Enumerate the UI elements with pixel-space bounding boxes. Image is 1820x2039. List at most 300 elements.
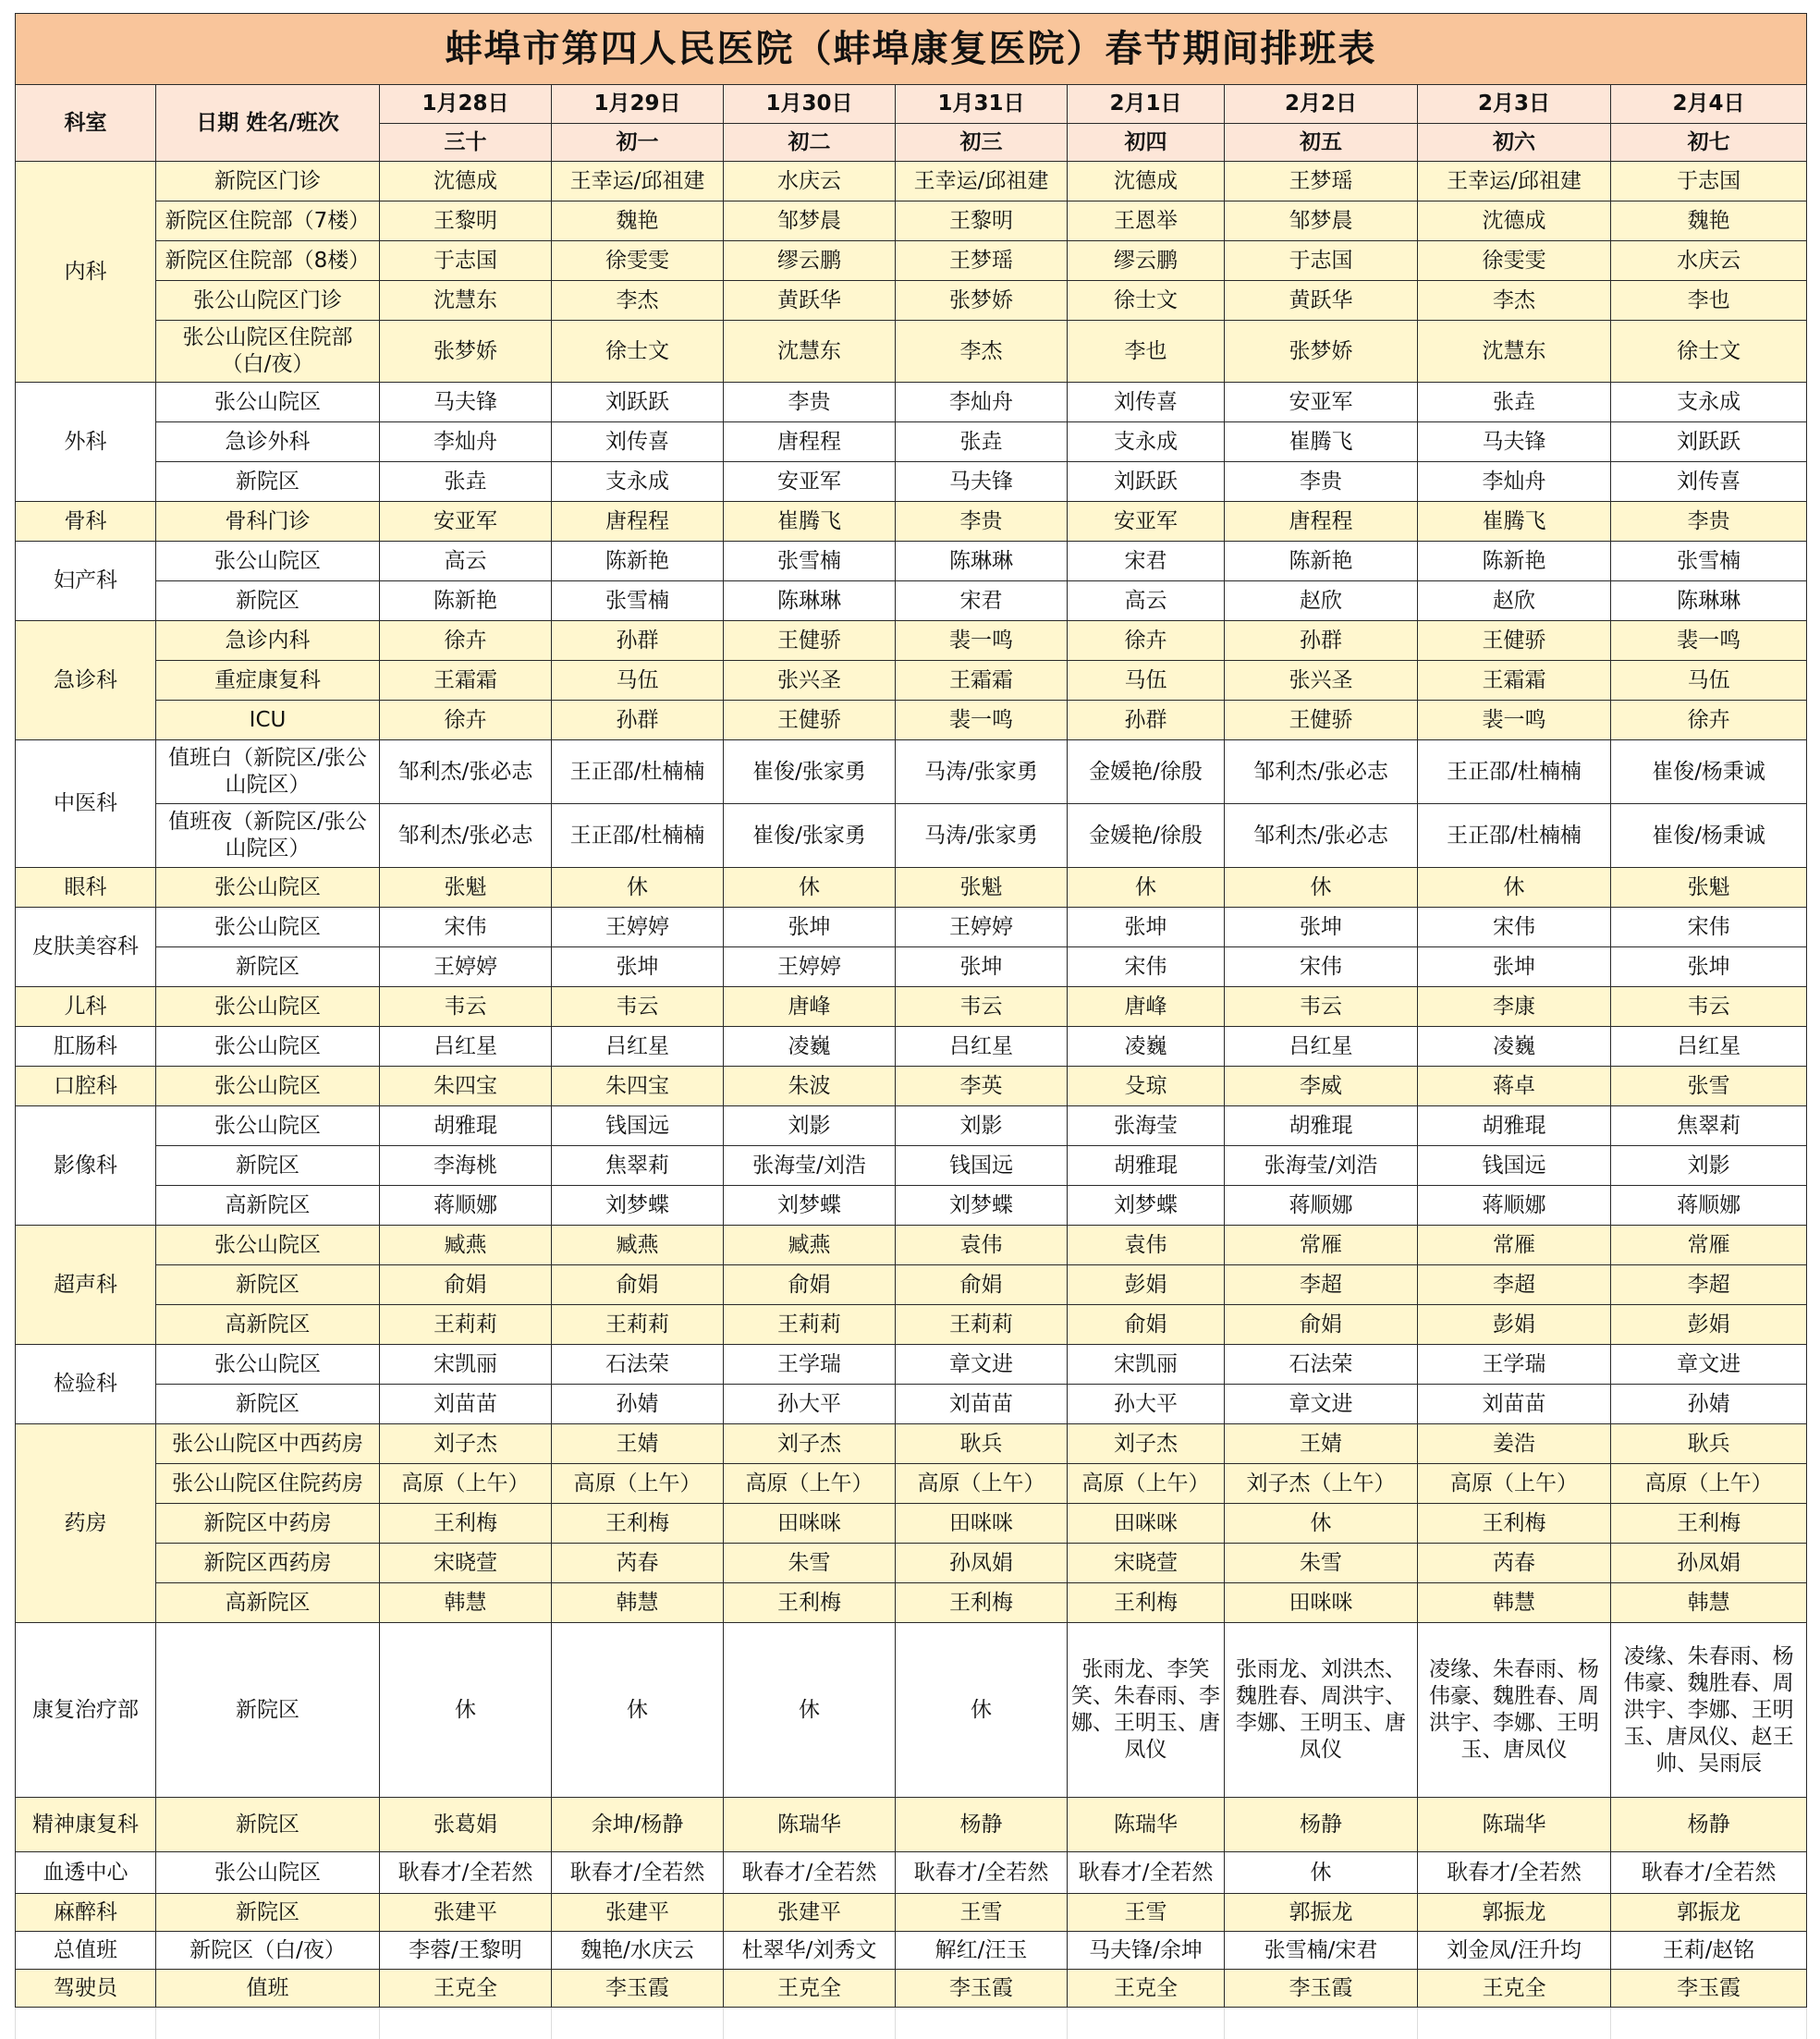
duty-cell: 王雪 [1068,1894,1225,1932]
duty-cell: 韩慧 [380,1583,552,1623]
area-shift-label: 新院区 [156,947,380,987]
duty-cell: 章文进 [1611,1345,1807,1385]
duty-cell: 李也 [1068,321,1225,383]
duty-cell: 水庆云 [724,162,896,201]
department-name: 急诊科 [16,621,156,740]
duty-cell: 刘传喜 [1068,383,1225,422]
duty-cell: 张垚 [380,462,552,502]
department-name: 内科 [16,162,156,383]
schedule-row [16,1146,1807,1186]
schedule-row [16,621,1807,661]
schedule-row [16,1583,1807,1623]
duty-cell: 张坤 [1611,947,1807,987]
schedule-row [16,581,1807,621]
department-name: 影像科 [16,1106,156,1226]
duty-cell: 刘子杰（上午） [1225,1464,1418,1504]
duty-cell: 马涛/张家勇 [896,804,1068,868]
duty-cell: 刘苗苗 [1418,1385,1611,1424]
duty-cell: 张魁 [380,868,552,908]
duty-cell: 彭娟 [1418,1305,1611,1345]
duty-cell: 高原（上午） [552,1464,724,1504]
duty-cell: 王学瑞 [724,1345,896,1385]
duty-cell: 宋君 [896,581,1068,621]
duty-cell: 唐程程 [1225,502,1418,542]
duty-cell: 韩慧 [552,1583,724,1623]
duty-cell: 黄跃华 [724,281,896,321]
schedule-row [16,1852,1807,1894]
duty-cell: 耿兵 [896,1424,1068,1464]
area-shift-label: 重症康复科 [156,661,380,701]
duty-cell: 宋凯丽 [380,1345,552,1385]
duty-cell: 宋君 [1068,542,1225,581]
duty-cell: 休 [552,1623,724,1798]
duty-cell: 宋晓萱 [380,1544,552,1583]
duty-cell: 张坤 [724,908,896,947]
duty-cell: 崔俊/杨秉诚 [1611,740,1807,804]
duty-cell: 王健骄 [1418,621,1611,661]
duty-cell: 休 [552,868,724,908]
duty-cell: 王克全 [724,1970,896,2008]
schedule-body [16,162,1807,2039]
duty-cell: 李玉霞 [896,1970,1068,2008]
date-header: 1月30日 [724,85,896,124]
duty-cell: 马夫锋 [1418,422,1611,462]
duty-cell: 王健骄 [1225,701,1418,740]
duty-cell: 陈琳琳 [724,581,896,621]
duty-cell: 唐峰 [1068,987,1225,1027]
duty-cell: 休 [1418,868,1611,908]
duty-cell: 王克全 [380,1970,552,2008]
area-shift-label: 张公山院区 [156,1106,380,1146]
duty-cell: 刘子杰 [724,1424,896,1464]
duty-cell: 朱四宝 [380,1067,552,1106]
area-shift-label: 急诊内科 [156,621,380,661]
duty-cell: 魏艳 [552,201,724,241]
duty-cell: 孙群 [1225,621,1418,661]
duty-cell: 孙群 [552,701,724,740]
duty-cell: 高原（上午） [1068,1464,1225,1504]
duty-cell: 李玉霞 [1225,1970,1418,2008]
duty-cell: 张魁 [1611,868,1807,908]
duty-cell: 休 [380,1623,552,1798]
duty-cell: 于志国 [380,241,552,281]
duty-cell: 凌缘、朱春雨、杨伟豪、魏胜春、周洪宇、李娜、王明玉、唐凤仪、赵王帅、吴雨辰 [1611,1623,1807,1798]
department-name: 精神康复科 [16,1798,156,1852]
duty-cell: 臧燕 [724,1226,896,1265]
duty-cell: 胡雅琨 [1418,1106,1611,1146]
duty-cell: 凌巍 [1068,1027,1225,1067]
duty-cell: 韩慧 [1611,1583,1807,1623]
duty-cell: 邹梦晨 [1225,201,1418,241]
department-name: 药房 [16,1424,156,1623]
schedule-row [16,162,1807,201]
duty-cell: 马伍 [1068,661,1225,701]
department-name: 康复治疗部 [16,1623,156,1798]
duty-cell: 孙大平 [1068,1385,1225,1424]
duty-cell: 张梦娇 [896,281,1068,321]
duty-cell: 耿春才/全若然 [896,1852,1068,1894]
duty-cell: 王莉莉 [552,1305,724,1345]
duty-cell: 张垚 [896,422,1068,462]
area-shift-label: ICU [156,701,380,740]
duty-cell: 休 [896,1623,1068,1798]
duty-cell: 王利梅 [380,1504,552,1544]
duty-cell: 刘跃跃 [1611,422,1807,462]
schedule-row [16,1424,1807,1464]
lunar-day-header: 初三 [896,124,1068,162]
duty-cell: 张垚 [1418,383,1611,422]
duty-cell: 杜翠华/刘秀文 [724,1932,896,1970]
duty-cell: 俞娟 [380,1265,552,1305]
duty-cell: 李灿舟 [1418,462,1611,502]
duty-cell: 魏艳 [1611,201,1807,241]
duty-cell: 李灿舟 [896,383,1068,422]
duty-cell: 于志国 [1225,241,1418,281]
duty-cell: 陈瑞华 [724,1798,896,1852]
duty-cell: 王利梅 [1418,1504,1611,1544]
duty-cell: 邹梦晨 [724,201,896,241]
duty-cell: 张雨龙、李笑笑、朱春雨、李娜、王明玉、唐凤仪 [1068,1623,1225,1798]
schedule-row [16,1385,1807,1424]
duty-cell: 王霜霜 [896,661,1068,701]
duty-cell: 王正邵/杜楠楠 [1418,740,1611,804]
duty-cell: 王正邵/杜楠楠 [552,804,724,868]
duty-cell: 沈慧东 [380,281,552,321]
department-name: 妇产科 [16,542,156,621]
duty-cell: 王学瑞 [1418,1345,1611,1385]
duty-cell: 蒋卓 [1418,1067,1611,1106]
duty-cell: 王利梅 [1068,1583,1225,1623]
duty-cell: 金媛艳/徐殷 [1068,804,1225,868]
duty-cell: 张坤 [1225,908,1418,947]
duty-cell: 胡雅琨 [380,1106,552,1146]
duty-cell: 魏艳/水庆云 [552,1932,724,1970]
duty-cell: 徐卉 [380,701,552,740]
duty-cell: 郭振龙 [1225,1894,1418,1932]
area-shift-label: 新院区 [156,1146,380,1186]
duty-cell: 王霜霜 [1418,661,1611,701]
schedule-row [16,868,1807,908]
area-shift-label: 新院区住院部（7楼） [156,201,380,241]
duty-cell: 孙群 [1068,701,1225,740]
lunar-day-header: 初四 [1068,124,1225,162]
schedule-row [16,1623,1807,1798]
duty-cell: 李杰 [1418,281,1611,321]
area-shift-label: 新院区 [156,462,380,502]
department-name: 儿科 [16,987,156,1027]
duty-cell: 刘影 [1611,1146,1807,1186]
duty-cell: 蒋顺娜 [1611,1186,1807,1226]
duty-cell: 沈德成 [1418,201,1611,241]
duty-cell: 李杰 [552,281,724,321]
duty-cell: 王霜霜 [380,661,552,701]
duty-cell: 徐卉 [1611,701,1807,740]
duty-cell: 高原（上午） [1418,1464,1611,1504]
lunar-day-header: 初二 [724,124,896,162]
duty-cell: 支永成 [1068,422,1225,462]
duty-cell: 李蓉/王黎明 [380,1932,552,1970]
duty-cell: 孙大平 [724,1385,896,1424]
duty-cell: 焦翠莉 [1611,1106,1807,1146]
duty-cell: 张建平 [724,1894,896,1932]
area-shift-label: 张公山院区门诊 [156,281,380,321]
duty-cell: 高云 [380,542,552,581]
duty-cell: 耿春才/全若然 [1068,1852,1225,1894]
duty-cell: 高原（上午） [380,1464,552,1504]
schedule-row [16,1186,1807,1226]
dept-column-header: 科室 [16,85,156,162]
duty-cell: 徐卉 [1068,621,1225,661]
department-name: 麻醉科 [16,1894,156,1932]
duty-cell: 邹利杰/张必志 [380,804,552,868]
duty-cell: 俞娟 [896,1265,1068,1305]
duty-cell: 张梦娇 [1225,321,1418,383]
duty-cell: 韦云 [1225,987,1418,1027]
schedule-sheet [15,13,1806,2039]
empty-cell [1225,2008,1418,2039]
area-shift-label: 新院区 [156,1623,380,1798]
department-name: 眼科 [16,868,156,908]
area-shift-label: 新院区 [156,1385,380,1424]
duty-cell: 石法荣 [552,1345,724,1385]
schedule-row [16,908,1807,947]
duty-cell: 马夫锋 [380,383,552,422]
duty-cell: 于志国 [1611,162,1807,201]
duty-cell: 吕红星 [552,1027,724,1067]
duty-cell: 安亚军 [1068,502,1225,542]
area-shift-label: 张公山院区中西药房 [156,1424,380,1464]
duty-cell: 耿春才/全若然 [380,1852,552,1894]
duty-cell: 金媛艳/徐殷 [1068,740,1225,804]
duty-cell: 徐雯雯 [552,241,724,281]
duty-cell: 王婷婷 [724,947,896,987]
duty-cell: 宋伟 [1225,947,1418,987]
duty-cell: 芮春 [552,1544,724,1583]
schedule-row [16,1544,1807,1583]
duty-cell: 休 [1225,1852,1418,1894]
area-shift-label: 高新院区 [156,1305,380,1345]
schedule-row [16,1027,1807,1067]
duty-cell: 张海莹/刘浩 [724,1146,896,1186]
duty-cell: 张海莹 [1068,1106,1225,1146]
area-shift-label: 张公山院区 [156,1067,380,1106]
schedule-row [16,462,1807,502]
area-shift-label: 新院区西药房 [156,1544,380,1583]
duty-cell: 徐雯雯 [1418,241,1611,281]
duty-cell: 缪云鹏 [1068,241,1225,281]
duty-cell: 耿春才/全若然 [552,1852,724,1894]
duty-cell: 唐程程 [552,502,724,542]
schedule-row [16,987,1807,1027]
area-shift-label: 值班夜（新院区/张公山院区） [156,804,380,868]
duty-cell: 孙凤娟 [896,1544,1068,1583]
duty-cell: 钱国远 [896,1146,1068,1186]
duty-cell: 李贵 [896,502,1068,542]
duty-cell: 王克全 [1418,1970,1611,2008]
duty-cell: 张兴圣 [724,661,896,701]
duty-cell: 王婧 [1225,1424,1418,1464]
duty-cell: 张雪楠 [552,581,724,621]
duty-cell: 蒋顺娜 [1225,1186,1418,1226]
duty-cell: 吕红星 [1225,1027,1418,1067]
date-name-column-header: 日期 姓名/班次 [156,85,380,162]
duty-cell: 刘子杰 [380,1424,552,1464]
area-shift-label: 急诊外科 [156,422,380,462]
area-shift-label: 张公山院区 [156,868,380,908]
duty-cell: 吕红星 [896,1027,1068,1067]
department-name: 外科 [16,383,156,502]
department-name: 中医科 [16,740,156,868]
duty-cell: 陈新艳 [552,542,724,581]
lunar-day-header: 初七 [1611,124,1807,162]
area-shift-label: 新院区 [156,581,380,621]
duty-cell: 张葛娟 [380,1798,552,1852]
duty-cell: 高原（上午） [896,1464,1068,1504]
area-shift-label: 高新院区 [156,1583,380,1623]
duty-cell: 沈慧东 [1418,321,1611,383]
duty-cell: 宋晓萱 [1068,1544,1225,1583]
duty-cell: 唐程程 [724,422,896,462]
duty-cell: 刘梦蝶 [1068,1186,1225,1226]
duty-cell: 邹利杰/张必志 [380,740,552,804]
duty-cell: 刘子杰 [1068,1424,1225,1464]
duty-cell: 田咪咪 [1068,1504,1225,1544]
duty-cell: 刘苗苗 [380,1385,552,1424]
duty-cell: 裴一鸣 [896,701,1068,740]
duty-cell: 王利梅 [896,1583,1068,1623]
duty-cell: 支永成 [1611,383,1807,422]
duty-cell: 王黎明 [896,201,1068,241]
duty-cell: 王健骄 [724,621,896,661]
department-name: 肛肠科 [16,1027,156,1067]
duty-cell: 王黎明 [380,201,552,241]
duty-cell: 朱波 [724,1067,896,1106]
duty-cell: 刘传喜 [1611,462,1807,502]
duty-cell: 休 [1068,868,1225,908]
page-title: 蚌埠市第四人民医院（蚌埠康复医院）春节期间排班表 [16,14,1807,85]
duty-cell: 凌巍 [724,1027,896,1067]
duty-cell: 王恩举 [1068,201,1225,241]
duty-cell: 马伍 [1611,661,1807,701]
duty-cell: 刘跃跃 [552,383,724,422]
duty-cell: 石法荣 [1225,1345,1418,1385]
duty-cell: 宋伟 [380,908,552,947]
duty-cell: 安亚军 [724,462,896,502]
duty-cell: 支永成 [552,462,724,502]
schedule-row [16,1504,1807,1544]
duty-cell: 崔腾飞 [1225,422,1418,462]
duty-cell: 崔俊/张家勇 [724,804,896,868]
area-shift-label: 值班 [156,1970,380,2008]
area-shift-label: 张公山院区住院药房 [156,1464,380,1504]
duty-cell: 高原（上午） [724,1464,896,1504]
duty-cell: 宋伟 [1611,908,1807,947]
duty-cell: 蒋顺娜 [380,1186,552,1226]
duty-cell: 张雪 [1611,1067,1807,1106]
empty-cell [380,2008,552,2039]
duty-cell: 胡雅琨 [1225,1106,1418,1146]
department-name: 口腔科 [16,1067,156,1106]
duty-cell: 胡雅琨 [1068,1146,1225,1186]
area-shift-label: 新院区住院部（8楼） [156,241,380,281]
area-shift-label: 张公山院区 [156,1852,380,1894]
duty-cell: 凌缘、朱春雨、杨伟豪、魏胜春、周洪宇、李娜、王明玉、唐凤仪 [1418,1623,1611,1798]
duty-cell: 张坤 [1068,908,1225,947]
duty-cell: 孙群 [552,621,724,661]
duty-cell: 王莉莉 [724,1305,896,1345]
duty-cell: 凌巍 [1418,1027,1611,1067]
duty-cell: 韦云 [552,987,724,1027]
duty-cell: 李玉霞 [552,1970,724,2008]
duty-cell: 蒋顺娜 [1418,1186,1611,1226]
duty-cell: 张梦娇 [380,321,552,383]
date-header: 1月31日 [896,85,1068,124]
duty-cell: 张坤 [896,947,1068,987]
duty-cell: 王莉/赵铭 [1611,1932,1807,1970]
duty-cell: 高云 [1068,581,1225,621]
schedule-row [16,1970,1807,2008]
duty-cell: 王利梅 [1611,1504,1807,1544]
duty-cell: 李威 [1225,1067,1418,1106]
duty-cell: 吕红星 [380,1027,552,1067]
schedule-row [16,502,1807,542]
duty-cell: 刘梦蝶 [552,1186,724,1226]
duty-cell: 姜浩 [1418,1424,1611,1464]
area-shift-label: 张公山院区 [156,542,380,581]
duty-cell: 王健骄 [724,701,896,740]
area-shift-label: 新院区 [156,1265,380,1305]
schedule-row [16,1894,1807,1932]
duty-cell: 王幸运/邱祖建 [552,162,724,201]
area-shift-label: 新院区 [156,1798,380,1852]
date-header: 2月1日 [1068,85,1225,124]
schedule-row [16,1798,1807,1852]
duty-cell: 马夫锋 [896,462,1068,502]
duty-cell: 李灿舟 [380,422,552,462]
duty-cell: 刘跃跃 [1068,462,1225,502]
duty-cell: 张坤 [552,947,724,987]
duty-cell: 李贵 [724,383,896,422]
duty-cell: 臧燕 [552,1226,724,1265]
schedule-row [16,740,1807,804]
schedule-row [16,321,1807,383]
duty-cell: 李康 [1418,987,1611,1027]
duty-cell: 沈慧东 [724,321,896,383]
date-header: 2月3日 [1418,85,1611,124]
duty-cell: 马伍 [552,661,724,701]
duty-cell: 王婷婷 [552,908,724,947]
duty-cell: 解红/汪玉 [896,1932,1068,1970]
duty-cell: 休 [1225,868,1418,908]
duty-cell: 李玉霞 [1611,1970,1807,2008]
duty-cell: 缪云鹏 [724,241,896,281]
duty-cell: 休 [724,868,896,908]
date-header: 2月4日 [1611,85,1807,124]
duty-cell: 袁伟 [1068,1226,1225,1265]
duty-cell: 陈瑞华 [1068,1798,1225,1852]
department-name: 超声科 [16,1226,156,1345]
area-shift-label: 张公山院区 [156,987,380,1027]
duty-cell: 杨静 [1611,1798,1807,1852]
duty-cell: 高原（上午） [1611,1464,1807,1504]
duty-cell: 张雪楠/宋君 [1225,1932,1418,1970]
duty-cell: 杨静 [1225,1798,1418,1852]
duty-cell: 沈德成 [1068,162,1225,201]
duty-cell: 余坤/杨静 [552,1798,724,1852]
duty-cell: 唐峰 [724,987,896,1027]
duty-cell: 张建平 [380,1894,552,1932]
duty-cell: 章文进 [896,1345,1068,1385]
